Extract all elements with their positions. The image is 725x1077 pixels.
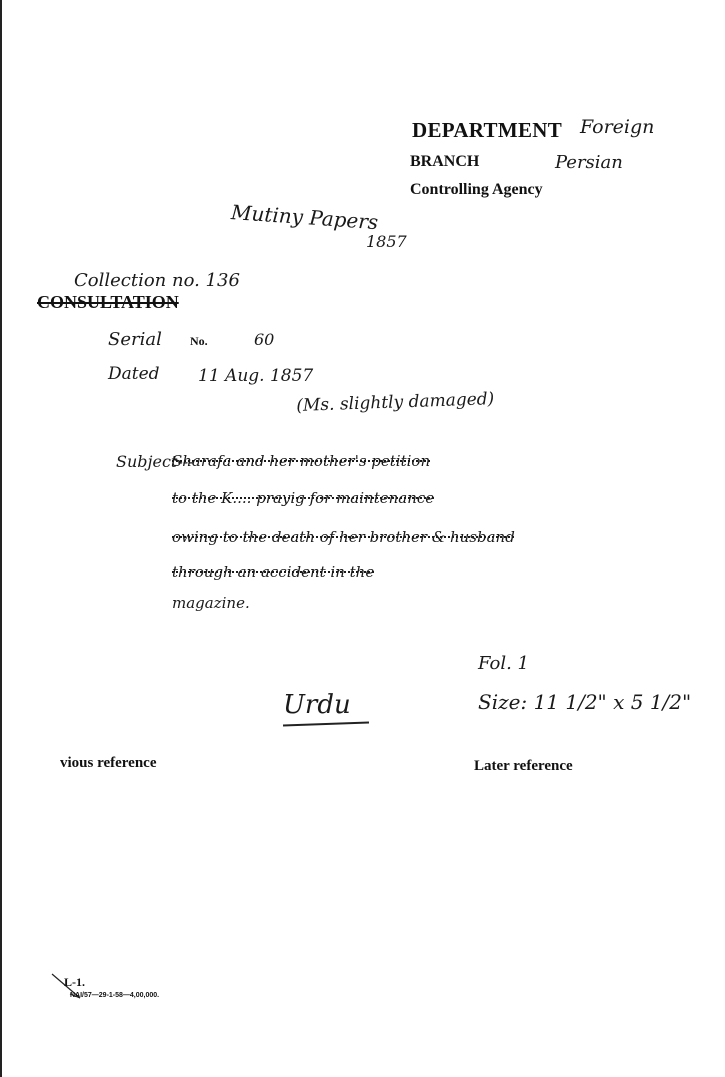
- subject-line: owing to the death of her brother & husband: [172, 528, 515, 546]
- folio-note: Fol. 1: [478, 653, 529, 674]
- department-value: Foreign: [580, 116, 655, 138]
- subject-line: Sharafa and her mother's petition: [172, 452, 431, 470]
- branch-label: BRANCH: [410, 153, 480, 170]
- serial-label: Serial: [108, 329, 162, 350]
- size-note: Size: 11 1/2" x 5 1/2": [478, 690, 692, 714]
- dated-value: 11 Aug. 1857: [198, 366, 314, 386]
- serial-no-label: No.: [190, 334, 208, 348]
- condition-note: (Ms. slightly damaged): [296, 389, 495, 416]
- page-edge-line: [0, 0, 2, 1077]
- previous-reference-label: vious reference: [60, 755, 157, 771]
- branch-value: Persian: [555, 152, 623, 173]
- collection-year: 1857: [366, 232, 407, 251]
- subject-line: to the K.... prayig for maintenance: [172, 489, 435, 507]
- subject-label: Subject---: [116, 452, 194, 471]
- subject-line: magazine.: [172, 594, 250, 612]
- later-reference-label: Later reference: [474, 758, 573, 774]
- collection-title: Mutiny Papers: [230, 200, 379, 235]
- collection-number: Collection no. 136: [74, 270, 240, 291]
- dated-label: Dated: [108, 364, 160, 384]
- consultation-label: CONSULTATION: [37, 292, 179, 312]
- form-code: L-1.: [64, 975, 85, 989]
- language-underline: [283, 721, 369, 726]
- controlling-agency-label: Controlling Agency: [410, 181, 543, 198]
- language-note: Urdu: [283, 690, 351, 720]
- subject-line: through an accident in the: [172, 563, 375, 581]
- serial-value: 60: [254, 330, 275, 349]
- printer-imprint: NAI/57—29-1-58—4,00,000.: [70, 992, 160, 999]
- department-label: DEPARTMENT: [412, 118, 563, 142]
